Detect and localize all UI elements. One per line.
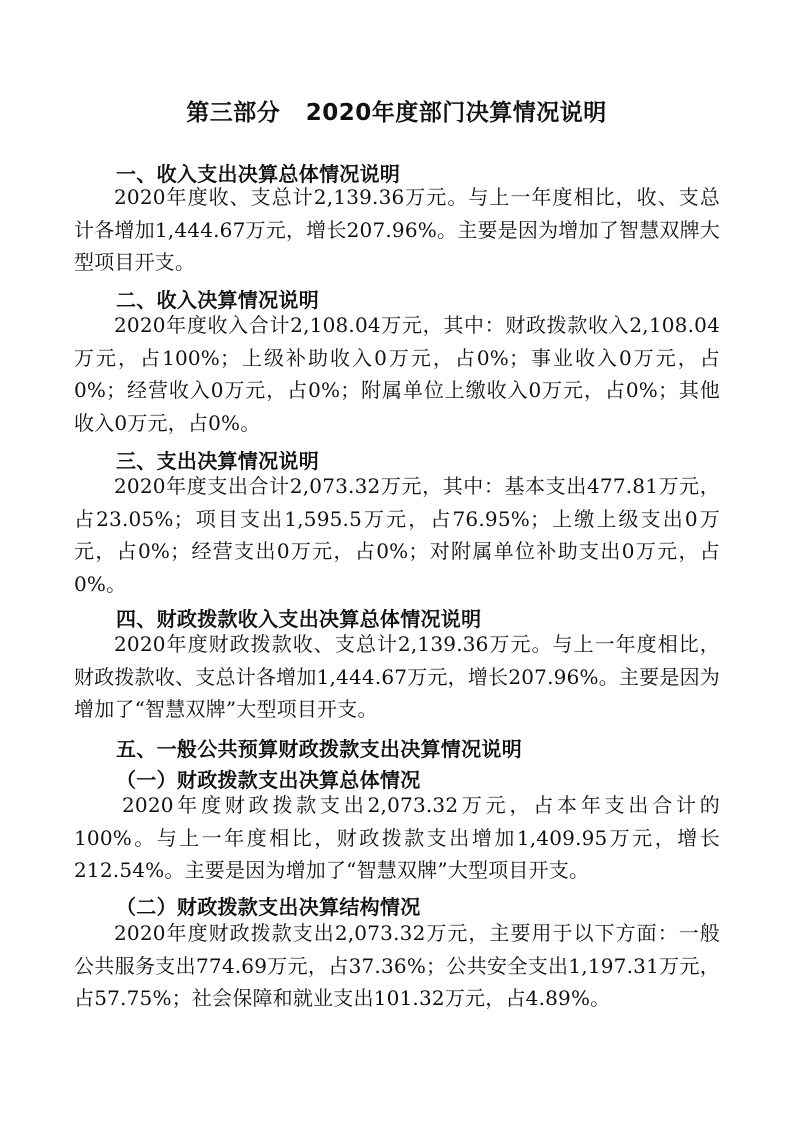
section-body-3: 2020年度支出合计2,073.32万元，其中：基本支出477.81万元，占23.05%；项目支出1,595.5万元，占76.95%；上缴上级支出0万元，占0%；经营支出0万元，占0%；对附属单位补助支出0万元，占0%。 <box>74 474 720 596</box>
subsection-body-1: 2020年度财政拨款支出2,073.32万元，占本年支出合计的100%。与上一年度相比，财政拨款支出增加1,409.95万元，增长212.54%。主要是因为增加了“智慧双牌”大型项目开支。 <box>74 793 720 883</box>
section-heading-5: 五、一般公共预算财政拨款支出决算情况说明 <box>116 737 522 761</box>
section-body-1: 2020年度收、支总计2,139.36万元。与上一年度相比，收、支总计各增加1,444.67万元，增长207.96%。主要是因为增加了智慧双牌大型项目开支。 <box>74 185 720 275</box>
section-heading-4: 四、财政拨款收入支出决算总体情况说明 <box>116 607 482 631</box>
subsection-body-2: 2020年度财政拨款支出2,073.32万元，主要用于以下方面：一般公共服务支出774.69万元，占37.36%；公共安全支出1,197.31万元，占57.75%；社会保障和就业支出101.32万元，占4.89%。 <box>74 921 720 1011</box>
page-title: 第三部分 2020年度部门决算情况说明 <box>186 100 607 126</box>
section-heading-3: 三、支出决算情况说明 <box>116 449 319 473</box>
subsection-heading-2: （二）财政拨款支出决算结构情况 <box>116 895 421 919</box>
section-heading-1: 一、收入支出决算总体情况说明 <box>116 162 401 186</box>
section-body-2: 2020年度收入合计2,108.04万元，其中：财政拨款收入2,108.04万元，占100%；上级补助收入0万元，占0%；事业收入0万元，占0%；经营收入0万元，占0%；附属单位上缴收入0万元，占0%；其他收入0万元，占0%。 <box>74 313 720 435</box>
section-heading-2: 二、收入决算情况说明 <box>116 288 319 312</box>
section-body-4: 2020年度财政拨款收、支总计2,139.36万元。与上一年度相比，财政拨款收、支总计各增加1,444.67万元，增长207.96%。主要是因为增加了“智慧双牌”大型项目开支。 <box>74 632 720 722</box>
subsection-heading-1: （一）财政拨款支出决算总体情况 <box>116 768 421 792</box>
